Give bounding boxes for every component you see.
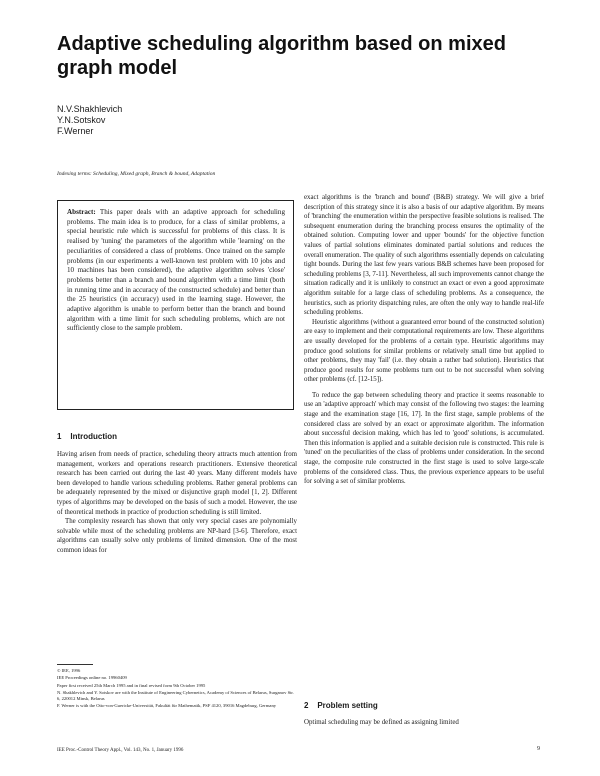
author-name: F.Werner [57, 126, 94, 136]
page-number: 9 [537, 746, 540, 752]
abstract-text: This paper deals with an adaptive approach for scheduling problems. The main idea is to produce, for a class of similar problems, a special heuristic rule which is successful for problems of this class. It is realised by 'tuning' the parameters of the algorithm while 'learning' on the peculiarities of considered a class of problems. Once trained on the sample problems (in our experiments a well-known test problem with 10 jobs and 10 machines has been considered), the adaptive algorithm solves 'close' problems better than a branch and bound algorithm with a time limit (both in running time and in accuracy of the constructed schedule) and better than the 25 heuristics (in accuracy) used in the learning stage. However, the adaptive algorithm is unable to perform better than the branch and bound algorithm with a time limit for such scheduling problems, which are not sufficiently close to the sample problem. [67, 208, 285, 333]
introduction-body [57, 450, 297, 660]
section-number: 2 [304, 701, 309, 710]
paragraph: The complexity research has shown that only very special cases are polynomially solvable while most of the scheduling problems are NP-hard [3-6]. Therefore, exact algorithms can usually solve only problems of limited dimension. One of the most common ideas for [57, 518, 297, 554]
section-number: 1 [57, 432, 62, 441]
section-title: Problem setting [317, 701, 378, 710]
paper-title: Adaptive scheduling algorithm based on mixed graph model [57, 33, 506, 79]
paragraph: Heuristic algorithms (without a guaranteed error bound of the constructed solution) are easy to implement and their computational requirements are low. These algorithms are usually developed for the problems of a certain type. Heuristic algorithms may produce good solutions for similar problems or relatively small time but applied to other problems, they may 'fail' (i.e. they obtain a rather bad solution). Heuristics that produce good results for some problems turn out to be not successful when solving other problems (cf. [12-15]). [304, 318, 544, 384]
section-heading-problem-setting [304, 701, 378, 711]
journal-footer: IEE Proc.-Control Theory Appl., Vol. 143, No. 1, January 1996 [57, 748, 184, 753]
paragraph: Optimal scheduling may be defined as assigning limited [304, 719, 459, 726]
paragraph: To reduce the gap between scheduling theory and practice it seems reasonable to use an 'adaptive approach' which may consist of the following two stages: the learning stage and the examination stage [16, 17]. In the first stage, sample problems of the considered class are solved by an exact or approximate algorithm. The information about successful decision making, which has led to 'good' solutions, is accumulated. Then this information is applied and a suitable decision rule is constructed. This rule is 'tuned' on the peculiarities of the class of problems under consideration. In the second stage, the composite rule constructed in the first stage is used to solve large-scale problems of the considered class. Thus, the previous experience appears to be useful for solving a set of similar problems. [304, 391, 544, 486]
footnote-rule [57, 664, 93, 665]
footnote-online: IEE Proceedings online no. 19960409 [57, 675, 127, 681]
paragraph: exact algorithms is the 'branch and bound' (B&B) strategy. We will give a brief description of this strategy since it is also a basis of our adaptive algorithm. By means of 'branching' the enumeration within the perspective feasible solutions is realised. The subsequent enumeration during the branching process ensures the optimality of the obtained solution. Computing lower and upper 'bounds' for the objective function values of partial solutions eliminates dominated partial solutions and reduces the overall enumeration. The quality of such algorithms essentially depends on calculating tight bounds. During the last few years various B&B schemes have been proposed for scheduling problems [3, 7-11]. Nevertheless, all such improvements cannot change the situation radically and it is unlikely to construct an exact or even a good approximate algorithm suitable for a large class of scheduling problems. As a consequence, the heuristics, such as priority dispatching rules, are often the only way to handle real-life scheduling problems. [304, 194, 544, 317]
author-list [57, 104, 122, 137]
footnote-copyright: © IEE, 1996 [57, 668, 81, 673]
right-column-body [304, 193, 544, 691]
problem-setting-body [304, 718, 544, 730]
footnote-received: Paper first received 25th March 1995 and in final revised form 9th October 1995 [57, 682, 206, 688]
abstract-label: Abstract: [67, 208, 96, 216]
footnote-affiliation: N. Shakhlevich and Y. Sotskov are with the Institute of Engineering Cybernetics, Academy of Sciences of Belarus, Surganov Str. 6, 220012 Minsk, Belarus [57, 689, 294, 701]
section-title: Introduction [70, 432, 117, 441]
footnote-affiliation: F. Werner is with the Otto-von-Guericke-Universität, Fakultät für Mathematik, PSF 4120, 39016 Magdeburg, Germany [57, 702, 277, 708]
abstract-box [57, 200, 294, 410]
author-name: Y.N.Sotskov [57, 115, 106, 125]
paragraph: Having arisen from needs of practice, scheduling theory attracts much attention from management, workers and operations research practitioners. Extensive theoretical research has been carried out during the last 40 years. Many different models have been developed to handle various scheduling problems. Rather general problems can be adequately represented by the mixed or disjunctive graph model [1, 2]. Different types of algorithms may be developed on the basis of such a model. However, the use of theoretical methods in practice of production scheduling is still limited. [57, 451, 297, 516]
indexing-terms: Indexing terms: Scheduling, Mixed graph, Branch & bound, Adaptation [57, 171, 216, 177]
section-heading-introduction [57, 432, 117, 442]
author-name: N.V.Shakhlevich [57, 104, 123, 114]
footnotes [57, 668, 297, 730]
